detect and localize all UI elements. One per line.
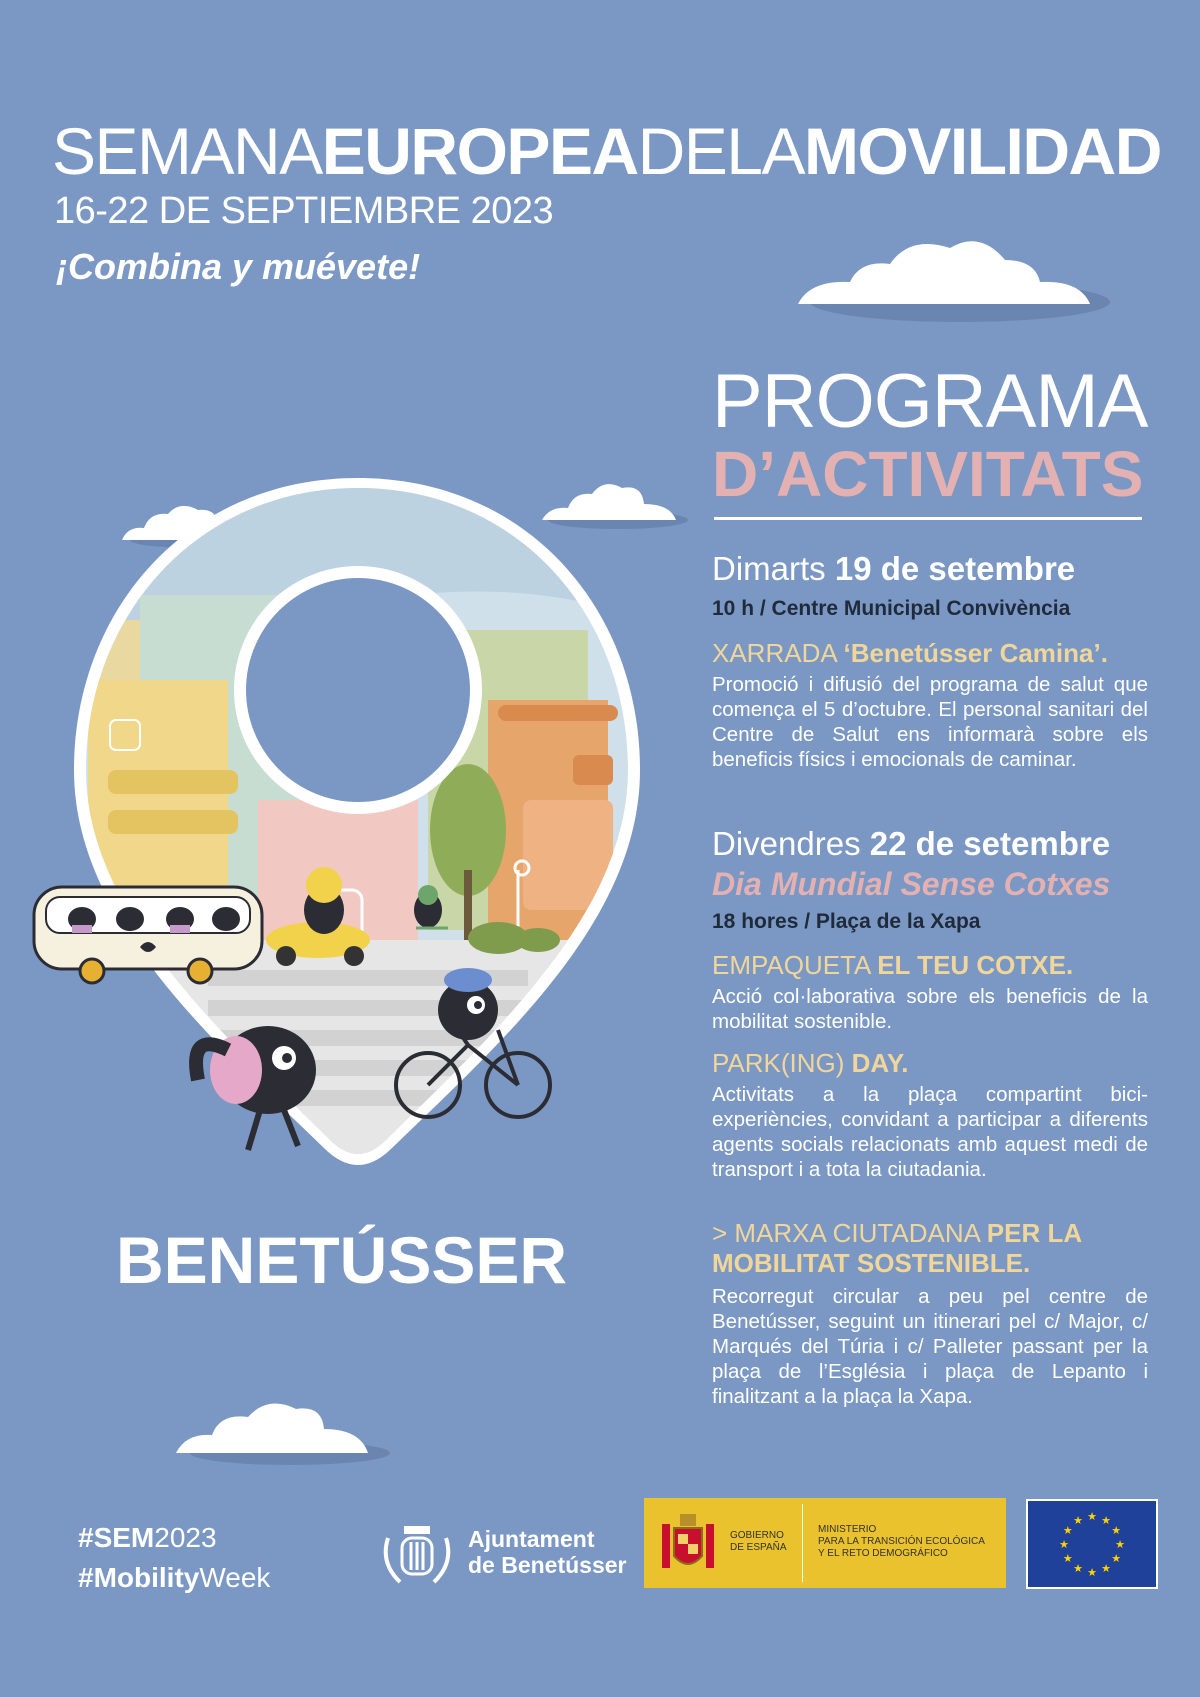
activity-prefix: PARK(ING) <box>712 1048 845 1078</box>
divider <box>802 1504 803 1582</box>
town-name: BENETÚSSER <box>116 1223 568 1297</box>
day1-activity-name: ‘Benetússer Camina’. <box>843 638 1108 668</box>
ministry-line1: MINISTERIO <box>818 1524 877 1535</box>
day1-activity-heading <box>712 638 1108 669</box>
council-line1: Ajuntament <box>468 1526 595 1552</box>
council-name <box>468 1526 627 1578</box>
activity-name: DAY. <box>851 1048 909 1078</box>
eu-star: ★ <box>1111 1553 1122 1565</box>
day1-description: Promoció i difusió del programa de salut que comença el 5 d’octubre. El personal sanitari del Centre de Salut ens informarà sobre els beneficis físics i emocionals de caminar. <box>712 673 1148 771</box>
title-part-semana: SEMANA <box>52 114 322 188</box>
eu-flag-icon <box>1026 1499 1158 1589</box>
day2-time-place: 18 hores / Plaça de la Xapa <box>712 910 981 933</box>
activity-name-line2: MOBILITAT SOSTENIBLE. <box>712 1248 1031 1278</box>
activity-heading <box>712 1048 909 1079</box>
cloud-icon <box>790 230 1110 340</box>
eu-star: ★ <box>1101 1563 1111 1576</box>
event-slogan: ¡Combina y muévete! <box>56 246 421 287</box>
activity-prefix: > MARXA CIUTADANA <box>712 1218 980 1248</box>
eu-star: ★ <box>1087 1511 1097 1523</box>
day2-heading <box>712 825 1110 863</box>
ministry-line2: PARA LA TRANSICIÓN ECOLÓGICA <box>818 1536 985 1547</box>
divider <box>714 517 1142 520</box>
government-logo <box>644 1498 1006 1588</box>
eu-star: ★ <box>1073 1514 1083 1527</box>
map-pin-illustration <box>28 470 668 1190</box>
day2-date: 22 de setembre <box>869 825 1111 862</box>
activity-heading <box>712 950 1073 981</box>
eu-star: ★ <box>1059 1539 1069 1551</box>
ministry-line3: Y EL RETO DEMOGRÁFICO <box>818 1548 948 1559</box>
eu-star: ★ <box>1062 1525 1073 1537</box>
government-line2: DE ESPAÑA <box>730 1542 787 1553</box>
eu-star: ★ <box>1111 1525 1122 1537</box>
activity-description: Acció col·laborativa sobre els beneficis de la mobilitat sostenible. <box>712 985 1148 1033</box>
hashtag-sem <box>78 1522 217 1554</box>
activity-description: Recorregut circular a peu pel centre de Benetússer, seguint un itinerari pel c/ Major, c/ Marqués del Túria i c/ Palleter passant per la plaça de l’Església i plaça de Lepanto i finalitzant a la plaça la Xapa. <box>712 1285 1148 1408</box>
title-part-europea: EUROPEA <box>321 114 638 188</box>
bus-icon <box>30 875 270 985</box>
council-line2: de Benetússer <box>468 1552 627 1578</box>
government-label <box>730 1530 787 1554</box>
eu-star: ★ <box>1073 1563 1083 1576</box>
ministry-label <box>818 1524 985 1560</box>
spain-coat-of-arms-icon <box>658 1510 718 1576</box>
council-emblem-icon <box>378 1518 456 1588</box>
day1-time-place: 10 h / Centre Municipal Convivència <box>712 597 1071 620</box>
event-dates: 16-22 DE SEPTIEMBRE 2023 <box>54 190 554 232</box>
activity-description: Activitats a la plaça compartint bici-experiències, convidant a participar a diferents agents socials relacionats amb aquest medi de transport i a tota la ciutadania. <box>712 1083 1148 1181</box>
program-subtitle: D’ACTIVITATS <box>712 438 1144 510</box>
title-part-movilidad: MOVILIDAD <box>804 114 1161 188</box>
hashtag-mobility <box>78 1562 270 1594</box>
government-line1: GOBIERNO <box>730 1530 784 1541</box>
hashtag-sem-bold: #SEM <box>78 1522 155 1553</box>
hashtag-mobility-rest: Week <box>199 1562 271 1593</box>
day1-date: 19 de setembre <box>834 550 1076 587</box>
activity-prefix: EMPAQUETA <box>712 950 870 980</box>
activity-name: EL TEU COTXE. <box>877 950 1074 980</box>
program-title: PROGRAMA <box>712 359 1148 444</box>
activity-name: PER LA <box>986 1218 1083 1248</box>
day1-activity-prefix: XARRADA <box>712 638 837 668</box>
day2-weekday: Divendres <box>712 825 861 862</box>
activity-heading <box>712 1218 1082 1278</box>
eu-star: ★ <box>1062 1553 1073 1565</box>
eu-star: ★ <box>1115 1539 1125 1551</box>
cloud-icon <box>172 1395 392 1475</box>
day2-subtitle: Dia Mundial Sense Cotxes <box>712 866 1111 902</box>
hashtag-mobility-bold: #Mobility <box>78 1562 200 1593</box>
title-part-dela: DELA <box>637 114 805 188</box>
hashtag-sem-rest: 2023 <box>154 1522 217 1553</box>
eu-star: ★ <box>1101 1514 1111 1527</box>
day1-heading <box>712 550 1075 588</box>
eu-star: ★ <box>1087 1567 1097 1579</box>
event-title <box>52 114 1161 188</box>
day1-weekday: Dimarts <box>712 550 826 587</box>
